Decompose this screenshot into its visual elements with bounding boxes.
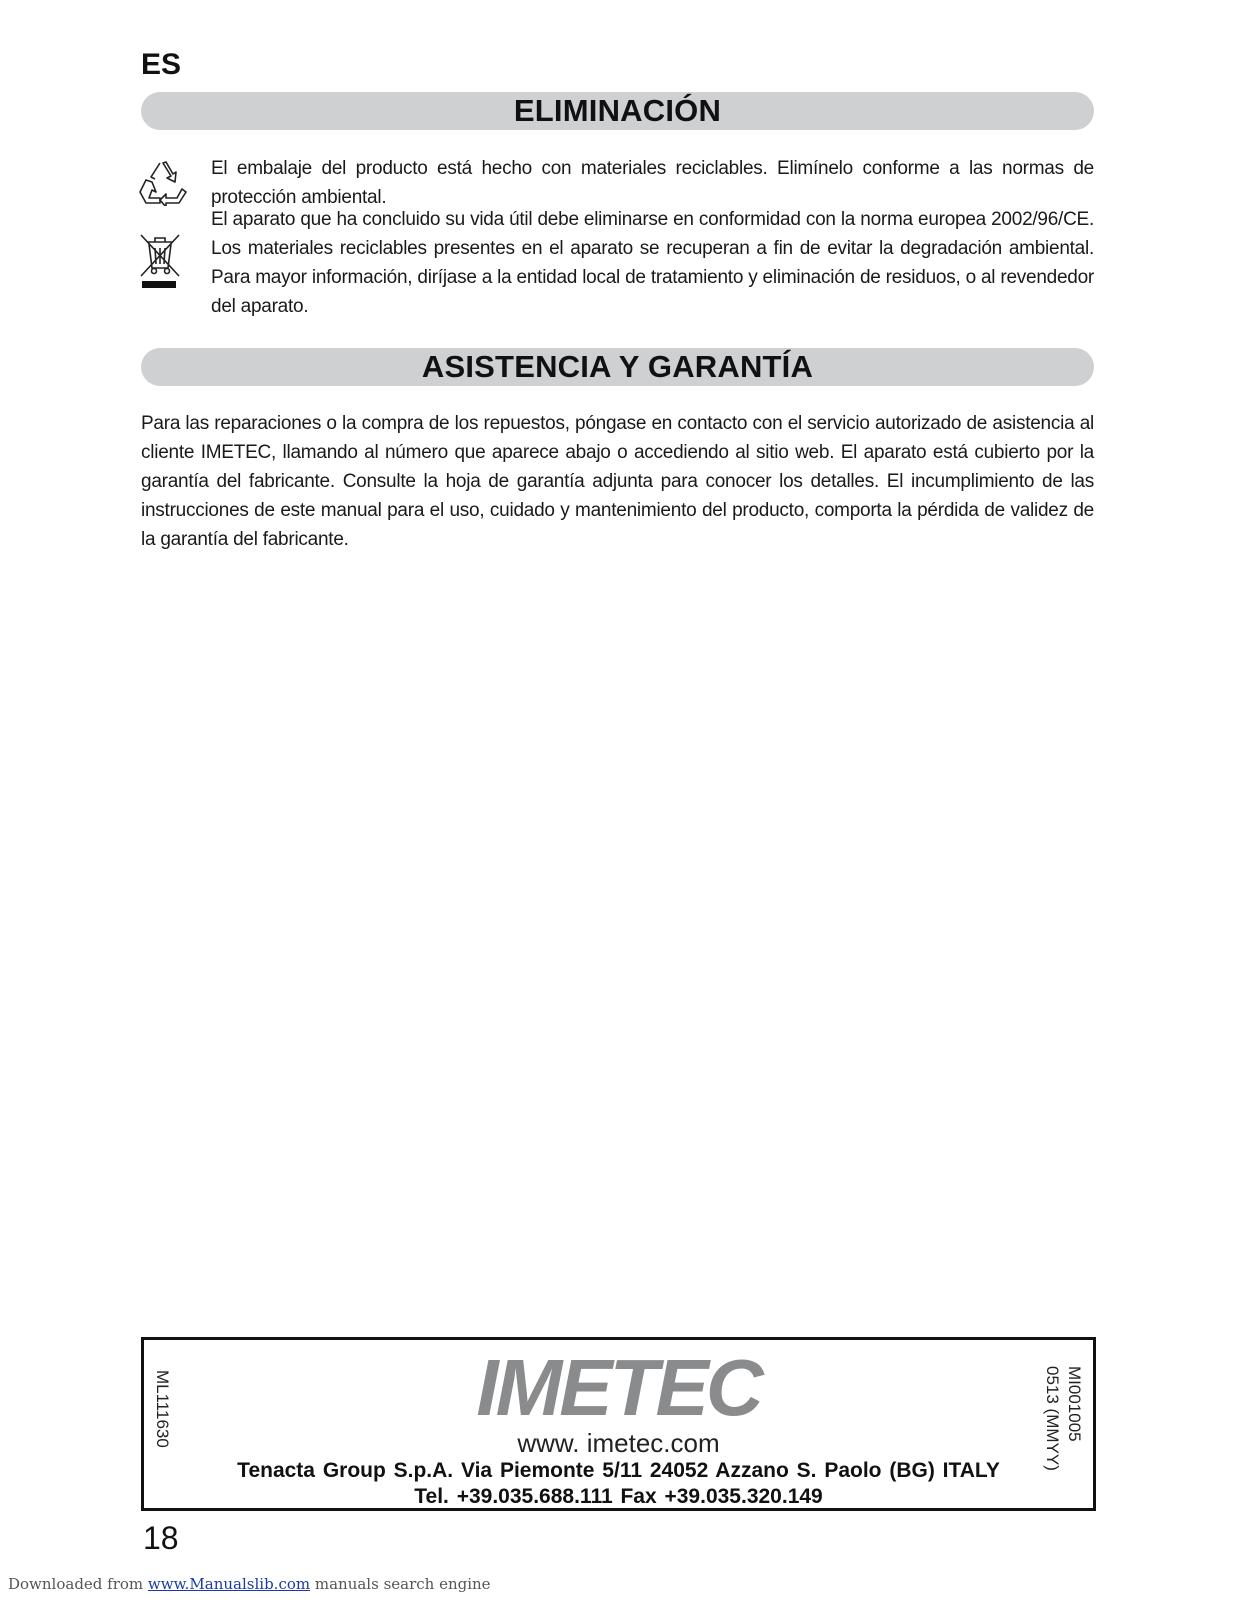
- section-title-disposal: ELIMINACIÓN: [141, 92, 1094, 130]
- download-prefix: Downloaded from: [8, 1575, 148, 1593]
- document-code-left: ML111630: [153, 1370, 172, 1448]
- crossed-bin-icon: [138, 232, 182, 292]
- imetec-logo: IMETEC: [476, 1343, 761, 1432]
- company-phone: Tel. +39.035.688.111 Fax +39.035.320.149: [414, 1485, 823, 1508]
- print-date-code: 0513 (MMYY): [1043, 1366, 1062, 1471]
- language-code: ES: [141, 48, 182, 81]
- download-suffix: manuals search engine: [310, 1575, 491, 1593]
- page-number: 18: [143, 1520, 179, 1556]
- weee-paragraph: El aparato que ha concluido su vida útil debe eliminarse en conformidad con la norma europea 2002/96/CE. Los materiales reciclables presentes en el aparato se recuperan a fin de evitar la degradación ambiental. Para mayor información, diríjase a la entidad local de tratamiento y eliminación de residuos, o al revendedor del aparato.: [211, 209, 1094, 317]
- section-title-assistance: ASISTENCIA Y GARANTÍA: [141, 348, 1094, 386]
- website-url[interactable]: www. imetec.com: [517, 1428, 720, 1458]
- download-note: [8, 1575, 491, 1593]
- assistance-paragraph: Para las reparaciones o la compra de los repuestos, póngase en contacto con el servicio autorizado de asistencia al cliente IMETEC, llamando al número que aparece abajo o accediendo al sitio web. El aparato está cubierto por la garantía del fabricante. Consulte la hoja de garantía adjunta para conocer los detalles. El incumplimiento de las instrucciones de este manual para el uso, cuidado y mantenimiento del producto, comporta la pérdida de validez de la garantía del fabricante.: [141, 413, 1094, 550]
- document-code-right: [1041, 1366, 1085, 1471]
- recycle-icon: [138, 160, 188, 206]
- document-code: MI001005: [1065, 1366, 1084, 1442]
- company-address: Tenacta Group S.p.A. Via Piemonte 5/11 24052 Azzano S. Paolo (BG) ITALY: [237, 1459, 1000, 1482]
- manufacturer-box: [141, 1337, 1096, 1511]
- packaging-paragraph: El embalaje del producto está hecho con materiales reciclables. Elimínelo conforme a las normas de protección ambiental.: [211, 158, 1094, 208]
- manualslib-link[interactable]: www.Manualslib.com: [147, 1575, 311, 1593]
